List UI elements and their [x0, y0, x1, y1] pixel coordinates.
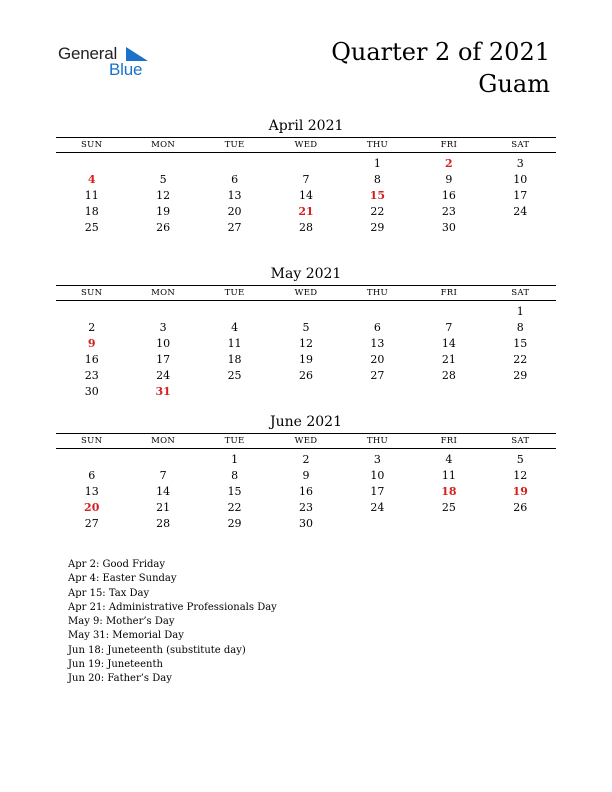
holiday-list [68, 558, 277, 687]
weekday-header [56, 433, 556, 449]
day-cell: 21 [441, 353, 456, 366]
region-title: Guam [478, 70, 550, 98]
day-cell: 25 [84, 221, 99, 234]
day-cell: 13 [370, 337, 385, 350]
weekday-label: MON [151, 436, 176, 446]
holiday-day-cell: 15 [369, 189, 386, 202]
day-cell: 10 [513, 173, 528, 186]
day-cell: 11 [227, 337, 242, 350]
logo-word-blue: Blue [109, 60, 143, 79]
day-cell: 13 [227, 189, 242, 202]
empty-day-cell [127, 452, 198, 468]
weekday-label: SAT [511, 288, 530, 298]
holiday-item: Apr 15: Tax Day [68, 587, 150, 599]
day-cell: 23 [84, 369, 99, 382]
day-cell: 8 [373, 173, 381, 186]
empty-day-cell [270, 156, 341, 172]
logo-triangle-icon [126, 47, 148, 61]
weekday-label: WED [294, 436, 318, 446]
month-title: April 2021 [268, 118, 344, 134]
day-cell: 1 [373, 157, 381, 170]
day-cell: 19 [298, 353, 313, 366]
day-cell: 12 [156, 189, 171, 202]
holiday-day-cell: 21 [298, 205, 314, 218]
day-cell: 18 [227, 353, 242, 366]
day-cell: 5 [516, 453, 524, 466]
holiday-item: Apr 2: Good Friday [68, 559, 166, 570]
day-cell: 30 [441, 221, 456, 234]
day-cell: 14 [298, 189, 313, 202]
empty-day-cell [127, 304, 198, 320]
empty-day-cell [270, 384, 341, 400]
weekday-label: THU [366, 436, 388, 446]
weekday-label: WED [294, 140, 318, 150]
weekday-header [56, 137, 556, 153]
day-cell: 17 [156, 353, 171, 366]
weekday-label: FRI [440, 288, 458, 298]
month-title: May 2021 [270, 266, 342, 282]
day-cell: 8 [516, 321, 524, 334]
day-cell: 6 [373, 321, 381, 334]
weekday-label: MON [151, 288, 176, 298]
day-cell: 6 [231, 173, 239, 186]
holiday-day-cell: 2 [445, 157, 453, 170]
day-cell: 27 [227, 221, 242, 234]
day-cell: 14 [441, 337, 456, 350]
day-cell: 3 [516, 157, 524, 170]
holiday-day-cell: 19 [512, 485, 528, 498]
empty-day-cell [342, 304, 413, 320]
day-cell: 27 [370, 369, 385, 382]
weekday-label: MON [151, 140, 176, 150]
day-cell: 8 [231, 469, 239, 482]
empty-day-cell [413, 304, 484, 320]
day-cell: 4 [231, 321, 239, 334]
day-cell: 16 [84, 353, 99, 366]
month-title: June 2021 [269, 414, 342, 430]
empty-day-cell [199, 304, 270, 320]
day-cell: 29 [513, 369, 528, 382]
empty-day-cell [127, 156, 198, 172]
day-cell: 22 [513, 353, 528, 366]
empty-day-cell [199, 384, 270, 400]
empty-day-cell [270, 304, 341, 320]
empty-day-cell [56, 452, 127, 468]
day-cell: 15 [227, 485, 242, 498]
day-cell: 7 [445, 321, 453, 334]
empty-day-cell [413, 384, 484, 400]
day-grid [56, 304, 556, 400]
empty-day-cell [413, 516, 484, 532]
weekday-header [56, 285, 556, 301]
generalblue-logo [58, 44, 158, 84]
day-cell: 24 [370, 501, 385, 514]
weekday-label: SUN [81, 140, 103, 150]
day-cell: 20 [227, 205, 242, 218]
logo-word-general: General [58, 44, 118, 63]
month-calendar-june [56, 413, 556, 532]
day-cell: 18 [84, 205, 99, 218]
day-cell: 23 [441, 205, 456, 218]
empty-day-cell [56, 304, 127, 320]
weekday-label: THU [366, 288, 388, 298]
holiday-day-cell: 4 [87, 173, 96, 186]
day-cell: 24 [156, 369, 171, 382]
day-cell: 17 [370, 485, 385, 498]
day-cell: 15 [513, 337, 528, 350]
day-cell: 17 [513, 189, 528, 202]
empty-day-cell [199, 156, 270, 172]
day-cell: 26 [156, 221, 171, 234]
day-cell: 1 [231, 453, 239, 466]
empty-day-cell [56, 156, 127, 172]
page-title [331, 36, 550, 100]
empty-day-cell [485, 516, 556, 532]
day-cell: 1 [516, 305, 524, 318]
day-cell: 28 [441, 369, 456, 382]
day-cell: 12 [513, 469, 528, 482]
weekday-label: SUN [81, 436, 103, 446]
day-cell: 7 [302, 173, 310, 186]
day-cell: 10 [370, 469, 385, 482]
weekday-label: FRI [440, 140, 458, 150]
day-grid [56, 156, 556, 236]
holiday-day-cell: 20 [84, 501, 100, 514]
month-calendar-april [56, 117, 556, 236]
day-cell: 11 [84, 189, 99, 202]
holiday-day-cell: 31 [155, 385, 171, 398]
day-cell: 22 [370, 205, 385, 218]
day-cell: 2 [302, 453, 310, 466]
day-cell: 28 [298, 221, 313, 234]
quarter-title: Quarter 2 of 2021 [331, 38, 550, 66]
day-cell: 29 [227, 517, 242, 530]
holiday-item: May 31: Memorial Day [68, 630, 184, 642]
holiday-day-cell: 9 [87, 337, 96, 350]
day-cell: 3 [373, 453, 381, 466]
day-cell: 11 [441, 469, 456, 482]
empty-day-cell [342, 516, 413, 532]
day-cell: 2 [88, 321, 96, 334]
empty-day-cell [485, 220, 556, 236]
holiday-item: Jun 20: Father’s Day [68, 673, 172, 685]
weekday-label: FRI [440, 436, 458, 446]
day-cell: 5 [159, 173, 167, 186]
day-cell: 30 [298, 517, 313, 530]
day-cell: 26 [513, 501, 528, 514]
weekday-label: SUN [81, 288, 103, 298]
day-cell: 26 [298, 369, 313, 382]
day-cell: 7 [159, 469, 167, 482]
day-cell: 4 [445, 453, 453, 466]
month-calendar-may [56, 265, 556, 400]
day-cell: 20 [370, 353, 385, 366]
day-cell: 5 [302, 321, 310, 334]
day-cell: 14 [156, 485, 171, 498]
day-cell: 6 [88, 469, 96, 482]
day-cell: 22 [227, 501, 242, 514]
day-cell: 12 [298, 337, 313, 350]
weekday-label: WED [294, 288, 318, 298]
weekday-label: TUE [224, 436, 245, 446]
day-cell: 21 [156, 501, 171, 514]
day-cell: 23 [298, 501, 313, 514]
day-cell: 30 [84, 385, 99, 398]
holiday-item: May 9: Mother’s Day [68, 616, 175, 628]
weekday-label: TUE [224, 288, 245, 298]
weekday-label: SAT [511, 140, 530, 150]
weekday-label: TUE [224, 140, 245, 150]
day-cell: 16 [441, 189, 456, 202]
holiday-item: Apr 21: Administrative Professionals Day [68, 601, 277, 613]
day-cell: 27 [84, 517, 99, 530]
empty-day-cell [485, 384, 556, 400]
day-cell: 29 [370, 221, 385, 234]
holiday-item: Jun 19: Juneteenth [68, 659, 163, 671]
day-cell: 3 [159, 321, 167, 334]
day-cell: 25 [227, 369, 242, 382]
empty-day-cell [342, 384, 413, 400]
day-cell: 25 [441, 501, 456, 514]
day-cell: 24 [513, 205, 528, 218]
holiday-item: Jun 18: Juneteenth (substitute day) [68, 644, 246, 656]
holiday-item: Apr 4: Easter Sunday [68, 573, 177, 585]
day-cell: 16 [298, 485, 313, 498]
weekday-label: SAT [511, 436, 530, 446]
day-cell: 19 [156, 205, 171, 218]
day-cell: 13 [84, 485, 99, 498]
weekday-label: THU [366, 140, 388, 150]
day-cell: 10 [156, 337, 171, 350]
day-grid [56, 452, 556, 532]
day-cell: 28 [156, 517, 171, 530]
holiday-day-cell: 18 [441, 485, 457, 498]
day-cell: 9 [445, 173, 453, 186]
day-cell: 9 [302, 469, 310, 482]
